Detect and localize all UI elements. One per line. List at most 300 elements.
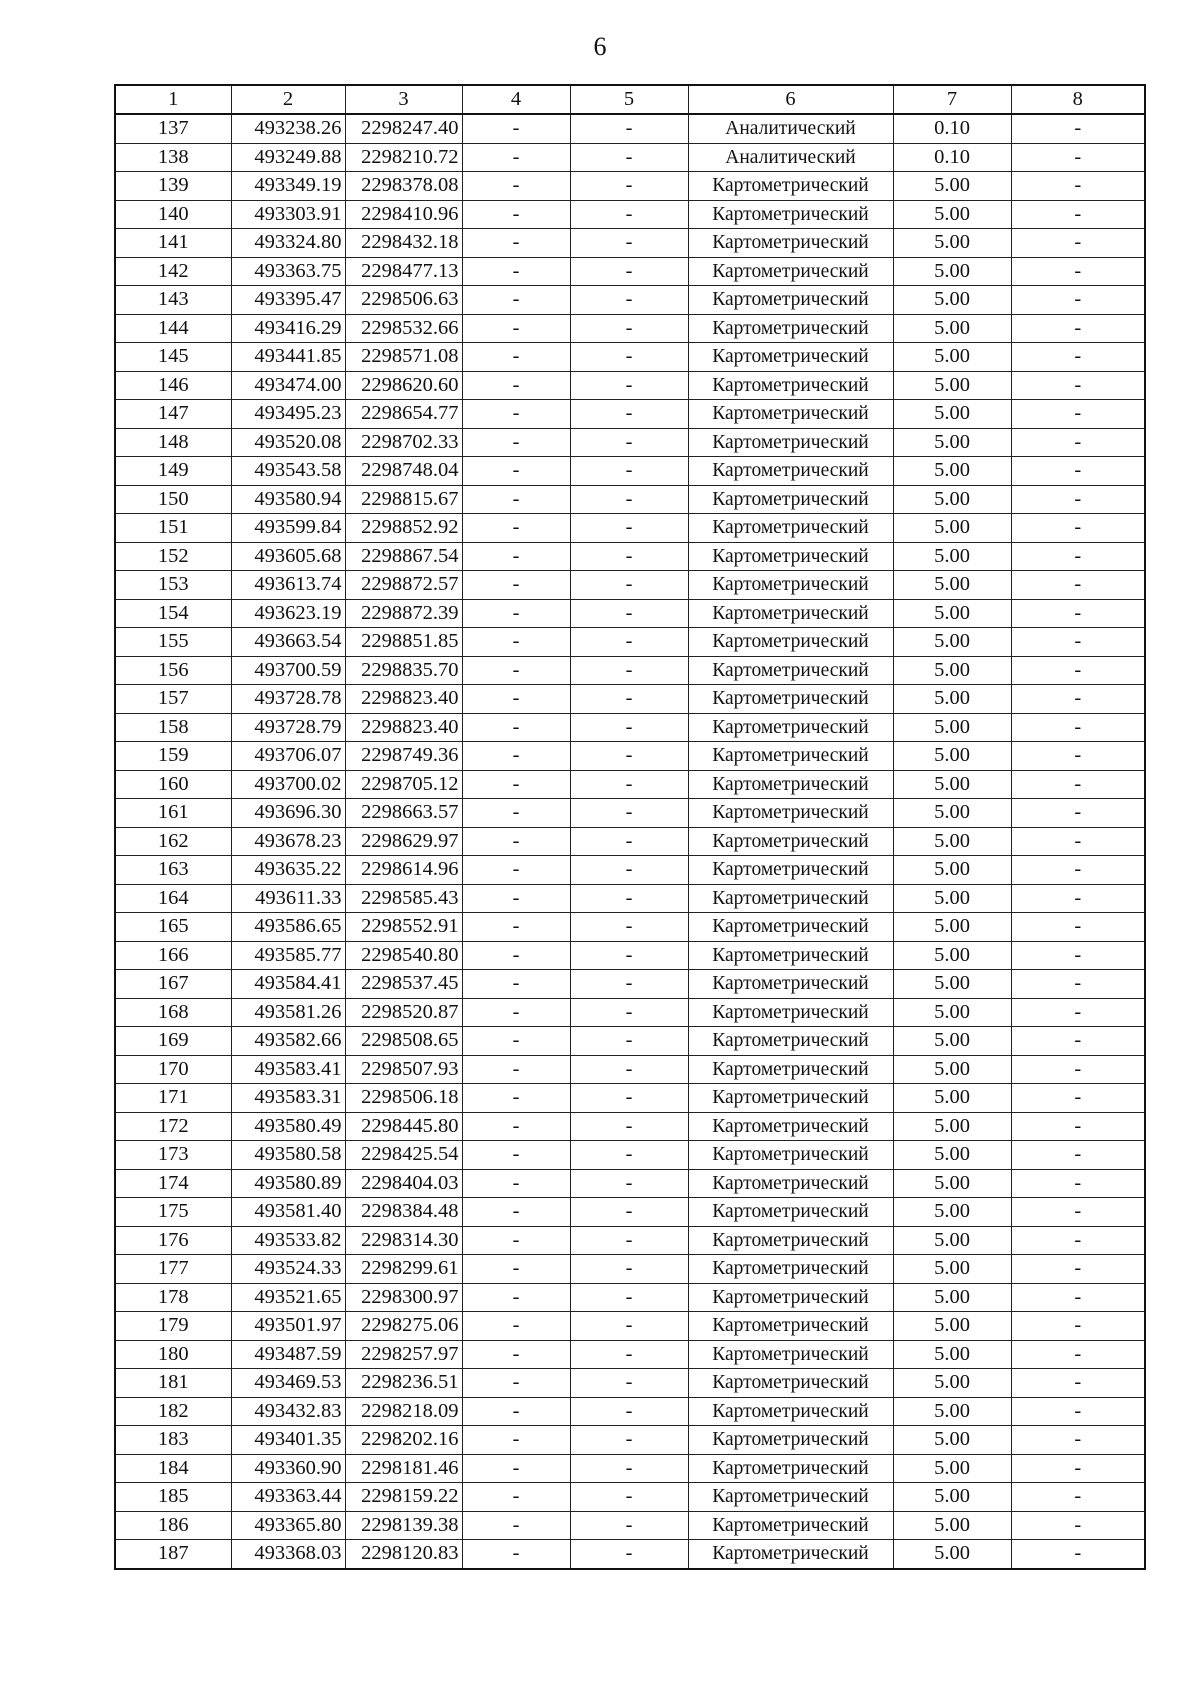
x-coordinate-cell: 493580.94	[231, 485, 345, 514]
method-cell: Картометрический	[688, 1283, 893, 1312]
y-coordinate-cell: 2298410.96	[345, 200, 462, 229]
x-coordinate-cell: 493469.53	[231, 1369, 345, 1398]
col-4-value-cell: -	[462, 913, 570, 942]
point-number-cell: 169	[115, 1027, 231, 1056]
x-coordinate-cell: 493521.65	[231, 1283, 345, 1312]
col-5-value-cell: -	[570, 457, 688, 486]
accuracy-cell: 5.00	[893, 742, 1011, 771]
col-4-value-cell: -	[462, 628, 570, 657]
col-8-value-cell: -	[1011, 884, 1145, 913]
method-cell: Картометрический	[688, 941, 893, 970]
col-4-value-cell: -	[462, 400, 570, 429]
method-cell: Картометрический	[688, 856, 893, 885]
x-coordinate-cell: 493581.40	[231, 1198, 345, 1227]
table-row	[115, 1454, 1145, 1483]
point-number-cell: 146	[115, 371, 231, 400]
col-5-value-cell: -	[570, 1340, 688, 1369]
col-4-value-cell: -	[462, 599, 570, 628]
method-cell: Картометрический	[688, 685, 893, 714]
col-4-value-cell: -	[462, 1226, 570, 1255]
x-coordinate-cell: 493635.22	[231, 856, 345, 885]
col-5-value-cell: -	[570, 998, 688, 1027]
col-5-value-cell: -	[570, 257, 688, 286]
col-8-value-cell: -	[1011, 172, 1145, 201]
col-8-value-cell: -	[1011, 685, 1145, 714]
accuracy-cell: 5.00	[893, 1283, 1011, 1312]
accuracy-cell: 5.00	[893, 884, 1011, 913]
col-5-value-cell: -	[570, 1027, 688, 1056]
x-coordinate-cell: 493581.26	[231, 998, 345, 1027]
x-coordinate-cell: 493238.26	[231, 114, 345, 143]
col-5-value-cell: -	[570, 571, 688, 600]
col-8-value-cell: -	[1011, 542, 1145, 571]
accuracy-cell: 5.00	[893, 1055, 1011, 1084]
accuracy-cell: 5.00	[893, 628, 1011, 657]
col-5-value-cell: -	[570, 1226, 688, 1255]
table-row	[115, 998, 1145, 1027]
accuracy-cell: 5.00	[893, 770, 1011, 799]
col-5-value-cell: -	[570, 1255, 688, 1284]
col-4-value-cell: -	[462, 143, 570, 172]
col-8-value-cell: -	[1011, 1198, 1145, 1227]
accuracy-cell: 5.00	[893, 257, 1011, 286]
x-coordinate-cell: 493583.31	[231, 1084, 345, 1113]
col-4-value-cell: -	[462, 257, 570, 286]
col-5-value-cell: -	[570, 1141, 688, 1170]
col-5-value-cell: -	[570, 628, 688, 657]
accuracy-cell: 5.00	[893, 827, 1011, 856]
y-coordinate-cell: 2298823.40	[345, 685, 462, 714]
point-number-cell: 157	[115, 685, 231, 714]
header-cell-6: 6	[688, 85, 893, 114]
x-coordinate-cell: 493249.88	[231, 143, 345, 172]
col-5-value-cell: -	[570, 856, 688, 885]
col-8-value-cell: -	[1011, 143, 1145, 172]
method-cell: Картометрический	[688, 970, 893, 999]
accuracy-cell: 5.00	[893, 1540, 1011, 1569]
col-8-value-cell: -	[1011, 257, 1145, 286]
table-row	[115, 571, 1145, 600]
y-coordinate-cell: 2298872.57	[345, 571, 462, 600]
y-coordinate-cell: 2298748.04	[345, 457, 462, 486]
x-coordinate-cell: 493696.30	[231, 799, 345, 828]
y-coordinate-cell: 2298247.40	[345, 114, 462, 143]
accuracy-cell: 5.00	[893, 1511, 1011, 1540]
page-number: 6	[593, 32, 607, 61]
col-5-value-cell: -	[570, 1283, 688, 1312]
col-4-value-cell: -	[462, 1027, 570, 1056]
table-row	[115, 200, 1145, 229]
table-row	[115, 514, 1145, 543]
col-5-value-cell: -	[570, 970, 688, 999]
table-row	[115, 1141, 1145, 1170]
accuracy-cell: 5.00	[893, 1454, 1011, 1483]
col-4-value-cell: -	[462, 428, 570, 457]
point-number-cell: 145	[115, 343, 231, 372]
col-4-value-cell: -	[462, 1540, 570, 1569]
header-cell-2: 2	[231, 85, 345, 114]
table-row	[115, 428, 1145, 457]
method-cell: Картометрический	[688, 514, 893, 543]
col-4-value-cell: -	[462, 371, 570, 400]
method-cell: Картометрический	[688, 1255, 893, 1284]
table-row	[115, 970, 1145, 999]
accuracy-cell: 5.00	[893, 656, 1011, 685]
col-5-value-cell: -	[570, 1055, 688, 1084]
y-coordinate-cell: 2298552.91	[345, 913, 462, 942]
table-row	[115, 599, 1145, 628]
col-8-value-cell: -	[1011, 970, 1145, 999]
accuracy-cell: 5.00	[893, 998, 1011, 1027]
accuracy-cell: 5.00	[893, 314, 1011, 343]
accuracy-cell: 5.00	[893, 1426, 1011, 1455]
method-cell: Картометрический	[688, 485, 893, 514]
col-8-value-cell: -	[1011, 428, 1145, 457]
method-cell: Картометрический	[688, 998, 893, 1027]
col-5-value-cell: -	[570, 713, 688, 742]
col-8-value-cell: -	[1011, 856, 1145, 885]
col-4-value-cell: -	[462, 1426, 570, 1455]
point-number-cell: 155	[115, 628, 231, 657]
y-coordinate-cell: 2298585.43	[345, 884, 462, 913]
col-5-value-cell: -	[570, 913, 688, 942]
x-coordinate-cell: 493580.58	[231, 1141, 345, 1170]
point-number-cell: 148	[115, 428, 231, 457]
point-number-cell: 167	[115, 970, 231, 999]
col-5-value-cell: -	[570, 1169, 688, 1198]
table-row	[115, 770, 1145, 799]
table-row	[115, 343, 1145, 372]
method-cell: Картометрический	[688, 1454, 893, 1483]
point-number-cell: 141	[115, 229, 231, 258]
col-8-value-cell: -	[1011, 371, 1145, 400]
point-number-cell: 162	[115, 827, 231, 856]
point-number-cell: 156	[115, 656, 231, 685]
col-8-value-cell: -	[1011, 1454, 1145, 1483]
point-number-cell: 158	[115, 713, 231, 742]
x-coordinate-cell: 493611.33	[231, 884, 345, 913]
method-cell: Картометрический	[688, 827, 893, 856]
point-number-cell: 171	[115, 1084, 231, 1113]
col-5-value-cell: -	[570, 1198, 688, 1227]
col-4-value-cell: -	[462, 485, 570, 514]
x-coordinate-cell: 493395.47	[231, 286, 345, 315]
x-coordinate-cell: 493582.66	[231, 1027, 345, 1056]
table-row	[115, 1226, 1145, 1255]
table-row	[115, 542, 1145, 571]
col-8-value-cell: -	[1011, 343, 1145, 372]
point-number-cell: 160	[115, 770, 231, 799]
method-cell: Картометрический	[688, 1169, 893, 1198]
point-number-cell: 182	[115, 1397, 231, 1426]
accuracy-cell: 5.00	[893, 856, 1011, 885]
table-row	[115, 400, 1145, 429]
method-cell: Картометрический	[688, 599, 893, 628]
method-cell: Картометрический	[688, 1226, 893, 1255]
col-5-value-cell: -	[570, 1454, 688, 1483]
col-4-value-cell: -	[462, 1483, 570, 1512]
accuracy-cell: 5.00	[893, 1198, 1011, 1227]
table-row	[115, 286, 1145, 315]
accuracy-cell: 5.00	[893, 970, 1011, 999]
y-coordinate-cell: 2298299.61	[345, 1255, 462, 1284]
accuracy-cell: 5.00	[893, 457, 1011, 486]
y-coordinate-cell: 2298257.97	[345, 1340, 462, 1369]
table-row	[115, 1426, 1145, 1455]
col-4-value-cell: -	[462, 941, 570, 970]
col-4-value-cell: -	[462, 1340, 570, 1369]
method-cell: Аналитический	[688, 143, 893, 172]
table-row	[115, 1397, 1145, 1426]
method-cell: Картометрический	[688, 343, 893, 372]
table-row	[115, 913, 1145, 942]
method-cell: Картометрический	[688, 713, 893, 742]
col-8-value-cell: -	[1011, 571, 1145, 600]
y-coordinate-cell: 2298378.08	[345, 172, 462, 201]
method-cell: Аналитический	[688, 114, 893, 143]
col-4-value-cell: -	[462, 998, 570, 1027]
table-row	[115, 1340, 1145, 1369]
table-row	[115, 1511, 1145, 1540]
y-coordinate-cell: 2298705.12	[345, 770, 462, 799]
col-5-value-cell: -	[570, 542, 688, 571]
accuracy-cell: 5.00	[893, 1312, 1011, 1341]
point-number-cell: 159	[115, 742, 231, 771]
col-4-value-cell: -	[462, 1369, 570, 1398]
method-cell: Картометрический	[688, 799, 893, 828]
y-coordinate-cell: 2298210.72	[345, 143, 462, 172]
table-row	[115, 1483, 1145, 1512]
x-coordinate-cell: 493416.29	[231, 314, 345, 343]
col-5-value-cell: -	[570, 599, 688, 628]
method-cell: Картометрический	[688, 1511, 893, 1540]
table-row	[115, 257, 1145, 286]
method-cell: Картометрический	[688, 428, 893, 457]
col-8-value-cell: -	[1011, 599, 1145, 628]
col-4-value-cell: -	[462, 514, 570, 543]
x-coordinate-cell: 493585.77	[231, 941, 345, 970]
col-8-value-cell: -	[1011, 998, 1145, 1027]
accuracy-cell: 5.00	[893, 1483, 1011, 1512]
col-8-value-cell: -	[1011, 1340, 1145, 1369]
col-5-value-cell: -	[570, 143, 688, 172]
x-coordinate-cell: 493580.49	[231, 1112, 345, 1141]
x-coordinate-cell: 493520.08	[231, 428, 345, 457]
method-cell: Картометрический	[688, 742, 893, 771]
col-5-value-cell: -	[570, 884, 688, 913]
col-5-value-cell: -	[570, 685, 688, 714]
table-row	[115, 485, 1145, 514]
col-4-value-cell: -	[462, 799, 570, 828]
x-coordinate-cell: 493599.84	[231, 514, 345, 543]
method-cell: Картометрический	[688, 1055, 893, 1084]
y-coordinate-cell: 2298867.54	[345, 542, 462, 571]
col-8-value-cell: -	[1011, 1112, 1145, 1141]
accuracy-cell: 5.00	[893, 599, 1011, 628]
method-cell: Картометрический	[688, 200, 893, 229]
x-coordinate-cell: 493495.23	[231, 400, 345, 429]
x-coordinate-cell: 493605.68	[231, 542, 345, 571]
y-coordinate-cell: 2298872.39	[345, 599, 462, 628]
method-cell: Картометрический	[688, 1198, 893, 1227]
table-row	[115, 1540, 1145, 1569]
point-number-cell: 142	[115, 257, 231, 286]
col-5-value-cell: -	[570, 428, 688, 457]
col-4-value-cell: -	[462, 656, 570, 685]
col-4-value-cell: -	[462, 1084, 570, 1113]
method-cell: Картометрический	[688, 1312, 893, 1341]
accuracy-cell: 5.00	[893, 941, 1011, 970]
table-header	[115, 85, 1145, 114]
y-coordinate-cell: 2298275.06	[345, 1312, 462, 1341]
table-row	[115, 1283, 1145, 1312]
method-cell: Картометрический	[688, 457, 893, 486]
y-coordinate-cell: 2298537.45	[345, 970, 462, 999]
x-coordinate-cell: 493501.97	[231, 1312, 345, 1341]
col-4-value-cell: -	[462, 770, 570, 799]
col-5-value-cell: -	[570, 656, 688, 685]
x-coordinate-cell: 493584.41	[231, 970, 345, 999]
method-cell: Картометрический	[688, 229, 893, 258]
method-cell: Картометрический	[688, 1369, 893, 1398]
point-number-cell: 181	[115, 1369, 231, 1398]
y-coordinate-cell: 2298425.54	[345, 1141, 462, 1170]
header-cell-1: 1	[115, 85, 231, 114]
x-coordinate-cell: 493580.89	[231, 1169, 345, 1198]
y-coordinate-cell: 2298139.38	[345, 1511, 462, 1540]
accuracy-cell: 5.00	[893, 713, 1011, 742]
col-5-value-cell: -	[570, 485, 688, 514]
col-4-value-cell: -	[462, 457, 570, 486]
col-4-value-cell: -	[462, 542, 570, 571]
accuracy-cell: 5.00	[893, 1369, 1011, 1398]
col-8-value-cell: -	[1011, 1169, 1145, 1198]
point-number-cell: 153	[115, 571, 231, 600]
y-coordinate-cell: 2298404.03	[345, 1169, 462, 1198]
method-cell: Картометрический	[688, 1340, 893, 1369]
accuracy-cell: 5.00	[893, 1397, 1011, 1426]
accuracy-cell: 5.00	[893, 343, 1011, 372]
col-4-value-cell: -	[462, 343, 570, 372]
table-row	[115, 628, 1145, 657]
col-4-value-cell: -	[462, 1511, 570, 1540]
y-coordinate-cell: 2298432.18	[345, 229, 462, 258]
method-cell: Картометрический	[688, 1141, 893, 1170]
col-8-value-cell: -	[1011, 1055, 1145, 1084]
y-coordinate-cell: 2298520.87	[345, 998, 462, 1027]
col-5-value-cell: -	[570, 1397, 688, 1426]
x-coordinate-cell: 493583.41	[231, 1055, 345, 1084]
col-8-value-cell: -	[1011, 1511, 1145, 1540]
table-row	[115, 799, 1145, 828]
accuracy-cell: 5.00	[893, 571, 1011, 600]
col-4-value-cell: -	[462, 1169, 570, 1198]
col-8-value-cell: -	[1011, 286, 1145, 315]
y-coordinate-cell: 2298159.22	[345, 1483, 462, 1512]
col-8-value-cell: -	[1011, 514, 1145, 543]
table-row	[115, 1169, 1145, 1198]
y-coordinate-cell: 2298571.08	[345, 343, 462, 372]
x-coordinate-cell: 493365.80	[231, 1511, 345, 1540]
col-5-value-cell: -	[570, 200, 688, 229]
table-row	[115, 314, 1145, 343]
col-8-value-cell: -	[1011, 913, 1145, 942]
col-8-value-cell: -	[1011, 1255, 1145, 1284]
x-coordinate-cell: 493613.74	[231, 571, 345, 600]
col-8-value-cell: -	[1011, 485, 1145, 514]
accuracy-cell: 5.00	[893, 1169, 1011, 1198]
method-cell: Картометрический	[688, 913, 893, 942]
col-4-value-cell: -	[462, 286, 570, 315]
accuracy-cell: 5.00	[893, 685, 1011, 714]
accuracy-cell: 5.00	[893, 1084, 1011, 1113]
point-number-cell: 183	[115, 1426, 231, 1455]
point-number-cell: 150	[115, 485, 231, 514]
table-row	[115, 685, 1145, 714]
col-4-value-cell: -	[462, 1112, 570, 1141]
point-number-cell: 144	[115, 314, 231, 343]
method-cell: Картометрический	[688, 1027, 893, 1056]
x-coordinate-cell: 493349.19	[231, 172, 345, 201]
point-number-cell: 164	[115, 884, 231, 913]
table-row	[115, 1255, 1145, 1284]
col-4-value-cell: -	[462, 1141, 570, 1170]
method-cell: Картометрический	[688, 571, 893, 600]
col-8-value-cell: -	[1011, 200, 1145, 229]
col-5-value-cell: -	[570, 1112, 688, 1141]
x-coordinate-cell: 493324.80	[231, 229, 345, 258]
col-8-value-cell: -	[1011, 713, 1145, 742]
table-row	[115, 1112, 1145, 1141]
x-coordinate-cell: 493663.54	[231, 628, 345, 657]
header-cell-7: 7	[893, 85, 1011, 114]
col-8-value-cell: -	[1011, 114, 1145, 143]
x-coordinate-cell: 493543.58	[231, 457, 345, 486]
point-number-cell: 166	[115, 941, 231, 970]
accuracy-cell: 5.00	[893, 1112, 1011, 1141]
col-8-value-cell: -	[1011, 229, 1145, 258]
col-8-value-cell: -	[1011, 1226, 1145, 1255]
y-coordinate-cell: 2298120.83	[345, 1540, 462, 1569]
y-coordinate-cell: 2298508.65	[345, 1027, 462, 1056]
point-number-cell: 143	[115, 286, 231, 315]
col-5-value-cell: -	[570, 1084, 688, 1113]
method-cell: Картометрический	[688, 1483, 893, 1512]
col-4-value-cell: -	[462, 114, 570, 143]
header-cell-5: 5	[570, 85, 688, 114]
col-5-value-cell: -	[570, 514, 688, 543]
point-number-cell: 187	[115, 1540, 231, 1569]
point-number-cell: 151	[115, 514, 231, 543]
col-4-value-cell: -	[462, 1055, 570, 1084]
table-row	[115, 856, 1145, 885]
col-8-value-cell: -	[1011, 314, 1145, 343]
method-cell: Картометрический	[688, 770, 893, 799]
accuracy-cell: 5.00	[893, 229, 1011, 258]
x-coordinate-cell: 493303.91	[231, 200, 345, 229]
col-8-value-cell: -	[1011, 1027, 1145, 1056]
point-number-cell: 185	[115, 1483, 231, 1512]
col-4-value-cell: -	[462, 970, 570, 999]
col-4-value-cell: -	[462, 685, 570, 714]
point-number-cell: 177	[115, 1255, 231, 1284]
x-coordinate-cell: 493487.59	[231, 1340, 345, 1369]
method-cell: Картометрический	[688, 257, 893, 286]
x-coordinate-cell: 493432.83	[231, 1397, 345, 1426]
method-cell: Картометрический	[688, 884, 893, 913]
point-number-cell: 149	[115, 457, 231, 486]
col-8-value-cell: -	[1011, 827, 1145, 856]
